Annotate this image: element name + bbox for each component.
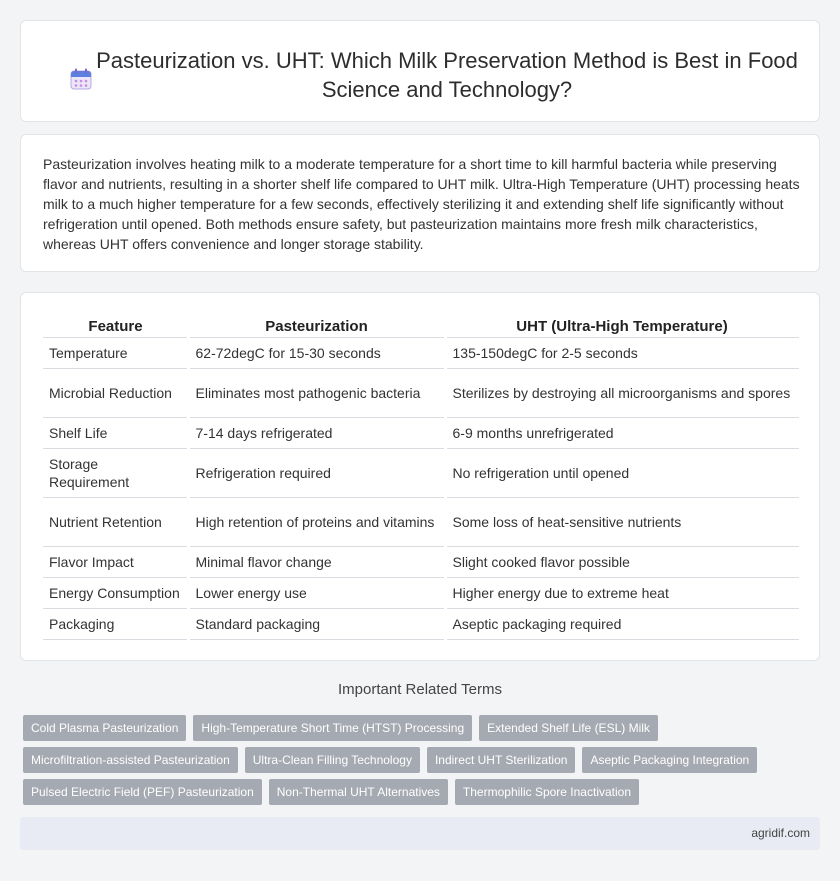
feature-cell: Packaging bbox=[43, 608, 188, 639]
feature-cell: Storage Requirement bbox=[43, 448, 188, 497]
pasteurization-cell: High retention of proteins and vitamins bbox=[188, 497, 445, 546]
table-row bbox=[43, 577, 799, 608]
footer-site-link[interactable]: agridif.com bbox=[751, 826, 810, 840]
pasteurization-cell: Minimal flavor change bbox=[188, 546, 445, 577]
feature-cell: Microbial Reduction bbox=[43, 368, 188, 417]
comparison-table bbox=[43, 314, 799, 640]
table-header-row bbox=[43, 314, 799, 337]
uht-cell: 135-150degC for 2-5 seconds bbox=[445, 337, 799, 368]
related-term-tag[interactable]: Ultra-Clean Filling Technology bbox=[245, 747, 420, 773]
related-term-tag[interactable]: Thermophilic Spore Inactivation bbox=[455, 779, 639, 805]
tag-row bbox=[23, 747, 823, 773]
feature-cell: Energy Consumption bbox=[43, 577, 188, 608]
table-row bbox=[43, 417, 799, 448]
related-term-tag[interactable]: Aseptic Packaging Integration bbox=[582, 747, 757, 773]
uht-cell: Sterilizes by destroying all microorganisms and spores bbox=[445, 368, 799, 417]
table-row bbox=[43, 368, 799, 417]
related-terms-title: Important Related Terms bbox=[338, 681, 502, 698]
table-row bbox=[43, 448, 799, 497]
header-feature: Feature bbox=[43, 314, 188, 337]
pasteurization-cell: 62-72degC for 15-30 seconds bbox=[188, 337, 445, 368]
pasteurization-cell: Lower energy use bbox=[188, 577, 445, 608]
related-term-tag[interactable]: Indirect UHT Sterilization bbox=[427, 747, 576, 773]
table-row bbox=[43, 497, 799, 546]
related-term-tag[interactable]: Extended Shelf Life (ESL) Milk bbox=[479, 715, 658, 741]
header-pasteurization: Pasteurization bbox=[188, 314, 445, 337]
related-term-tag[interactable]: High-Temperature Short Time (HTST) Processing bbox=[193, 715, 472, 741]
intro-paragraph: Pasteurization involves heating milk to a moderate temperature for a short time to kill harmful bacteria while preserving flavor and nutrients, resulting in a shorter shelf life compared to UHT milk. Ultra-High Temperature (UHT) processing heats milk to a much higher temperature for a few seconds, effectively sterilizing it and extending shelf life significantly without refrigeration until opened. Both methods ensure safety, but pasteurization maintains more fresh milk characteristics, whereas UHT offers convenience and longer storage stability. bbox=[43, 156, 800, 252]
tag-row bbox=[23, 715, 823, 741]
footer bbox=[20, 817, 820, 850]
header-card bbox=[20, 20, 820, 122]
related-term-tag[interactable]: Microfiltration-assisted Pasteurization bbox=[23, 747, 238, 773]
table-row bbox=[43, 546, 799, 577]
pasteurization-cell: Standard packaging bbox=[188, 608, 445, 639]
related-terms-list bbox=[23, 715, 823, 811]
related-term-tag[interactable]: Non-Thermal UHT Alternatives bbox=[269, 779, 448, 805]
feature-cell: Nutrient Retention bbox=[43, 497, 188, 546]
comparison-card bbox=[20, 292, 820, 661]
table-row bbox=[43, 608, 799, 639]
pasteurization-cell: Refrigeration required bbox=[188, 448, 445, 497]
related-term-tag[interactable]: Pulsed Electric Field (PEF) Pasteurization bbox=[23, 779, 262, 805]
related-term-tag[interactable]: Cold Plasma Pasteurization bbox=[23, 715, 186, 741]
uht-cell: Some loss of heat-sensitive nutrients bbox=[445, 497, 799, 546]
header-uht: UHT (Ultra-High Temperature) bbox=[445, 314, 799, 337]
intro-card bbox=[20, 134, 820, 272]
page-title: Pasteurization vs. UHT: Which Milk Preservation Method is Best in Food Science and Technology? bbox=[96, 48, 798, 102]
pasteurization-cell: 7-14 days refrigerated bbox=[188, 417, 445, 448]
pasteurization-cell: Eliminates most pathogenic bacteria bbox=[188, 368, 445, 417]
tag-row bbox=[23, 779, 823, 805]
uht-cell: No refrigeration until opened bbox=[445, 448, 799, 497]
feature-cell: Temperature bbox=[43, 337, 188, 368]
feature-cell: Flavor Impact bbox=[43, 546, 188, 577]
uht-cell: Slight cooked flavor possible bbox=[445, 546, 799, 577]
uht-cell: 6-9 months unrefrigerated bbox=[445, 417, 799, 448]
uht-cell: Aseptic packaging required bbox=[445, 608, 799, 639]
uht-cell: Higher energy due to extreme heat bbox=[445, 577, 799, 608]
table-row bbox=[43, 337, 799, 368]
feature-cell: Shelf Life bbox=[43, 417, 188, 448]
